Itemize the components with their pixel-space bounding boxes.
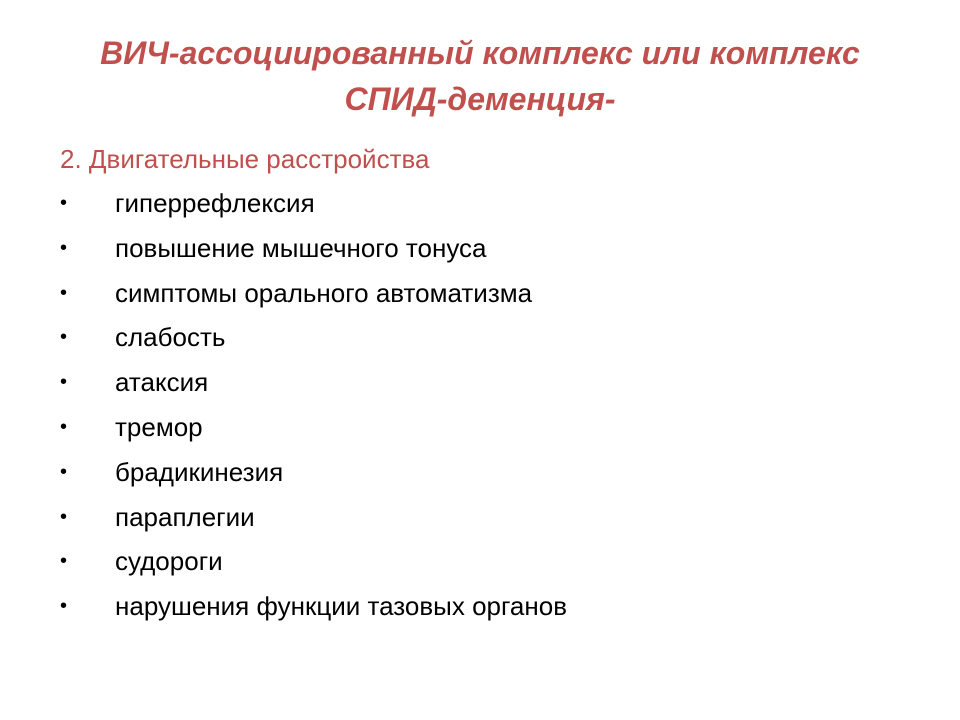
list-item	[0, 320, 960, 365]
list-item-text: симптомы орального автоматизма	[115, 277, 533, 308]
bullet-icon: •	[60, 505, 68, 528]
list-item-text: нарушения функции тазовых органов	[115, 591, 568, 622]
list-item-text: судороги	[115, 546, 223, 577]
section-heading: 2. Двигательные расстройства	[60, 144, 430, 174]
bullet-icon: •	[60, 192, 68, 214]
bullet-icon: •	[60, 415, 68, 438]
list-item-text: тремор	[115, 411, 203, 442]
list-item	[0, 544, 960, 589]
symptom-list	[0, 186, 960, 634]
list-item-text: повышение мышечного тонуса	[115, 232, 487, 263]
slide-title-line-1: ВИЧ-ассоциированный комплекс или комплекс	[100, 35, 860, 71]
list-item-text: гиперрефлексия	[115, 188, 315, 218]
list-item-text: параплегии	[115, 501, 255, 532]
bullet-icon: •	[60, 460, 68, 483]
list-item	[0, 455, 960, 500]
list-item-text: атаксия	[115, 367, 209, 398]
list-item	[0, 589, 960, 634]
list-item	[0, 365, 960, 410]
list-item	[0, 500, 960, 545]
bullet-icon: •	[60, 550, 68, 573]
list-item-text: брадикинезия	[115, 456, 284, 487]
list-item	[0, 186, 960, 231]
bullet-icon: •	[60, 595, 68, 618]
list-item	[0, 410, 960, 455]
bullet-icon: •	[60, 371, 68, 394]
bullet-icon: •	[60, 326, 68, 349]
list-item	[0, 231, 960, 276]
bullet-icon: •	[60, 236, 68, 259]
slide-title-line-2: СПИД-деменция-	[344, 81, 616, 117]
bullet-icon: •	[60, 281, 68, 304]
list-item-text: слабость	[115, 322, 226, 353]
list-item	[0, 276, 960, 321]
